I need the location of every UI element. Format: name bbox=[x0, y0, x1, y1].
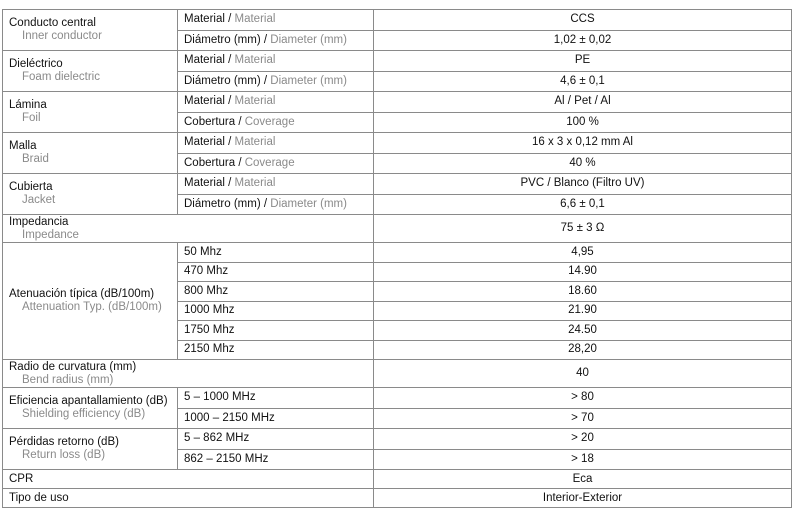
sub-param-label-es: Material bbox=[184, 54, 225, 67]
table-row bbox=[3, 174, 792, 195]
param-label-en: Foam dielectric bbox=[22, 71, 100, 83]
param-perdidas-retorno-db bbox=[3, 429, 178, 470]
sub-param-label-en: Diameter (mm) bbox=[270, 33, 347, 46]
param-label-en: Return loss (dB) bbox=[22, 449, 106, 461]
sub-param-label-en: Coverage bbox=[244, 156, 295, 169]
param-tipo-de-uso bbox=[3, 489, 374, 508]
sub-param: Diámetro (mm) / Diameter (mm) bbox=[178, 71, 374, 92]
param-label-es: Tipo de uso bbox=[9, 491, 69, 504]
sub-param-label-en: Material bbox=[234, 13, 276, 26]
sub-param-label-en: Diameter (mm) bbox=[270, 197, 347, 210]
param-impedancia bbox=[3, 215, 374, 243]
value-cell: Eca bbox=[374, 470, 792, 489]
sub-param bbox=[178, 243, 374, 263]
value-cell: 40 % bbox=[374, 153, 792, 174]
param-label-es: Radio de curvatura (mm) bbox=[9, 360, 137, 373]
sub-param: Diámetro (mm) / Diameter (mm) bbox=[178, 30, 374, 51]
param-atenuacion-tipica-db-100m bbox=[3, 243, 178, 360]
param-label-en: Jacket bbox=[22, 194, 56, 206]
value-cell: PE bbox=[374, 51, 792, 72]
sub-param-label-en: Coverage bbox=[244, 115, 295, 128]
sub-param-label-es: 5 – 1000 MHz bbox=[184, 391, 256, 404]
value-cell: > 18 bbox=[374, 449, 792, 470]
value-cell: 16 x 3 x 0,12 mm Al bbox=[374, 133, 792, 154]
spec-table bbox=[2, 9, 792, 508]
sub-param: Material / Material bbox=[178, 92, 374, 113]
sub-param bbox=[178, 340, 374, 360]
value-cell: 24.50 bbox=[374, 321, 792, 341]
sub-param-label-es: 2150 Mhz bbox=[184, 343, 235, 356]
sub-param-label-en: Material bbox=[234, 95, 276, 108]
sub-param: Material / Material bbox=[178, 10, 374, 31]
sub-param-label-es: 800 Mhz bbox=[184, 284, 229, 297]
param-label-es: Cubierta bbox=[9, 181, 53, 193]
param-label-es: Dieléctrico bbox=[9, 58, 63, 70]
sub-param-label-es: 1000 – 2150 MHz bbox=[184, 411, 275, 424]
sub-param bbox=[178, 388, 374, 409]
value-cell: Interior-Exterior bbox=[374, 489, 792, 508]
table-row bbox=[3, 360, 792, 388]
sub-param bbox=[178, 301, 374, 321]
value-cell: 40 bbox=[374, 360, 792, 388]
param-cubierta bbox=[3, 174, 178, 215]
param-cpr bbox=[3, 470, 374, 489]
value-cell: 4,6 ± 0,1 bbox=[374, 71, 792, 92]
param-label-es: Atenuación típica (dB/100m) bbox=[9, 288, 155, 300]
param-label-en: Impedance bbox=[22, 228, 79, 241]
sub-param: Diámetro (mm) / Diameter (mm) bbox=[178, 194, 374, 215]
param-radio-de-curvatura-mm bbox=[3, 360, 374, 388]
value-cell: > 20 bbox=[374, 429, 792, 450]
value-cell: 18.60 bbox=[374, 282, 792, 302]
sub-param bbox=[178, 408, 374, 429]
sub-param-label-es: Cobertura bbox=[184, 115, 236, 128]
table-row bbox=[3, 10, 792, 31]
value-cell: 4,95 bbox=[374, 243, 792, 263]
sub-param-label-es: Material bbox=[184, 95, 225, 108]
param-label-es: Impedancia bbox=[9, 215, 69, 228]
value-cell: 1,02 ± 0,02 bbox=[374, 30, 792, 51]
param-label-en: Shielding efficiency (dB) bbox=[22, 408, 146, 420]
sub-param: Cobertura / Coverage bbox=[178, 112, 374, 133]
param-label-en: Bend radius (mm) bbox=[22, 373, 114, 386]
param-label-es: Eficiencia apantallamiento (dB) bbox=[9, 395, 168, 407]
table-row bbox=[3, 51, 792, 72]
sub-param bbox=[178, 429, 374, 450]
sub-param-label-es: 470 Mhz bbox=[184, 265, 229, 278]
param-label-en: Attenuation Typ. (dB/100m) bbox=[22, 301, 162, 313]
sub-param: Cobertura / Coverage bbox=[178, 153, 374, 174]
sub-param-label-en: Material bbox=[234, 54, 276, 67]
value-cell: 14.90 bbox=[374, 262, 792, 282]
value-cell: 28,20 bbox=[374, 340, 792, 360]
sub-param bbox=[178, 262, 374, 282]
sub-param-label-es: 1750 Mhz bbox=[184, 323, 235, 336]
table-row bbox=[3, 133, 792, 154]
param-label-es: Lámina bbox=[9, 99, 47, 111]
param-label-es: Malla bbox=[9, 140, 37, 152]
table-row bbox=[3, 470, 792, 489]
sub-param-label-es: Diámetro (mm) bbox=[184, 33, 261, 46]
param-label-en: Braid bbox=[22, 153, 49, 165]
sub-param-label-es: Cobertura bbox=[184, 156, 236, 169]
param-label-es: Conducto central bbox=[9, 17, 96, 29]
sub-param: Material / Material bbox=[178, 133, 374, 154]
value-cell: > 80 bbox=[374, 388, 792, 409]
value-cell: > 70 bbox=[374, 408, 792, 429]
sub-param bbox=[178, 449, 374, 470]
sub-param-label-es: 1000 Mhz bbox=[184, 304, 235, 317]
param-label-en: Foil bbox=[22, 112, 41, 124]
value-cell: 100 % bbox=[374, 112, 792, 133]
value-cell: 21.90 bbox=[374, 301, 792, 321]
param-dielectrico bbox=[3, 51, 178, 92]
value-cell: CCS bbox=[374, 10, 792, 31]
sub-param-label-es: Diámetro (mm) bbox=[184, 74, 261, 87]
param-conducto-central bbox=[3, 10, 178, 51]
param-label-en: Inner conductor bbox=[22, 30, 102, 42]
sub-param-label-es: 862 – 2150 MHz bbox=[184, 452, 269, 465]
sub-param-label-en: Material bbox=[234, 136, 276, 149]
sub-param-label-es: Material bbox=[184, 13, 225, 26]
sub-param-label-es: Material bbox=[184, 136, 225, 149]
param-eficiencia-apantallamiento-db bbox=[3, 388, 178, 429]
value-cell: 6,6 ± 0,1 bbox=[374, 194, 792, 215]
value-cell: Al / Pet / Al bbox=[374, 92, 792, 113]
table-row bbox=[3, 243, 792, 263]
param-lamina bbox=[3, 92, 178, 133]
table-row bbox=[3, 489, 792, 508]
sub-param-label-en: Diameter (mm) bbox=[270, 74, 347, 87]
value-cell: PVC / Blanco (Filtro UV) bbox=[374, 174, 792, 195]
table-row bbox=[3, 388, 792, 409]
sub-param bbox=[178, 321, 374, 341]
value-cell: 75 ± 3 Ω bbox=[374, 215, 792, 243]
table-row bbox=[3, 429, 792, 450]
param-label-es: Pérdidas retorno (dB) bbox=[9, 436, 119, 448]
param-label-es: CPR bbox=[9, 472, 34, 485]
param-malla bbox=[3, 133, 178, 174]
sub-param: Material / Material bbox=[178, 174, 374, 195]
table-row bbox=[3, 215, 792, 243]
sub-param-label-es: 5 – 862 MHz bbox=[184, 432, 250, 445]
sub-param-label-es: 50 Mhz bbox=[184, 245, 222, 258]
sub-param-label-es: Diámetro (mm) bbox=[184, 197, 261, 210]
sub-param: Material / Material bbox=[178, 51, 374, 72]
sub-param-label-es: Material bbox=[184, 177, 225, 190]
sub-param-label-en: Material bbox=[234, 177, 276, 190]
table-row bbox=[3, 92, 792, 113]
sub-param bbox=[178, 282, 374, 302]
